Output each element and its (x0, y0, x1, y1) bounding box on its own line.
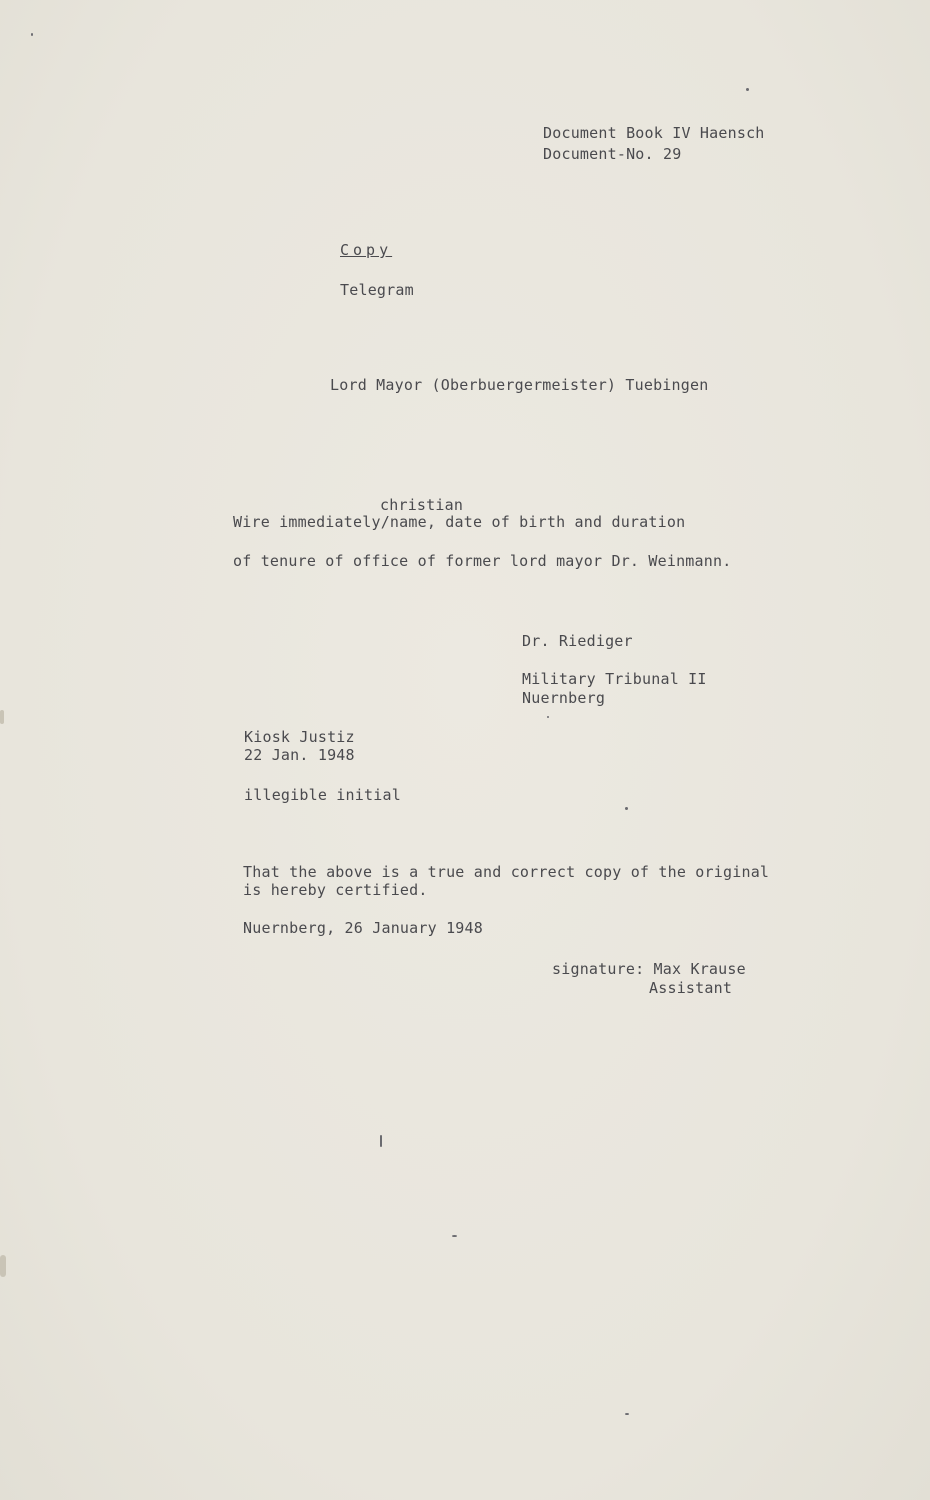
document-book-label: Document Book IV Haensch (543, 124, 765, 142)
certification-place-date: Nuernberg, 26 January 1948 (243, 919, 483, 937)
addressee: Lord Mayor (Oberbuergermeister) Tuebingen (330, 376, 709, 394)
stamp-initial: illegible initial (244, 786, 401, 804)
sender-organization: Military Tribunal II (522, 670, 707, 688)
certification-line-1: That the above is a true and correct copy of the original (243, 863, 770, 881)
ink-speck (452, 1235, 457, 1237)
ink-speck (625, 1413, 629, 1415)
document-number: Document-No. 29 (543, 145, 682, 163)
ink-speck (31, 33, 33, 36)
signatory-role: Assistant (649, 979, 733, 997)
sender-city: Nuernberg (522, 689, 606, 707)
page-edge-mark (0, 1255, 6, 1277)
ink-speck (746, 88, 749, 91)
handwritten-insertion: christian (380, 496, 464, 514)
signature-line: signature: Max Krause (552, 960, 746, 978)
message-line-2: of tenure of office of former lord mayor Dr. Weinmann. (233, 552, 732, 570)
copy-heading: Copy (340, 241, 393, 259)
certification-line-2: is hereby certified. (243, 881, 428, 899)
message-line-1: Wire immediately/name, date of birth and duration (233, 513, 686, 531)
sender-name: Dr. Riediger (522, 632, 633, 650)
page-edge-mark (0, 710, 4, 724)
stamp-date: 22 Jan. 1948 (244, 746, 355, 764)
document-type: Telegram (340, 281, 414, 299)
ink-speck (547, 716, 549, 718)
ink-speck (625, 807, 628, 810)
stamp-line: Kiosk Justiz (244, 728, 355, 746)
ink-speck (380, 1135, 382, 1147)
